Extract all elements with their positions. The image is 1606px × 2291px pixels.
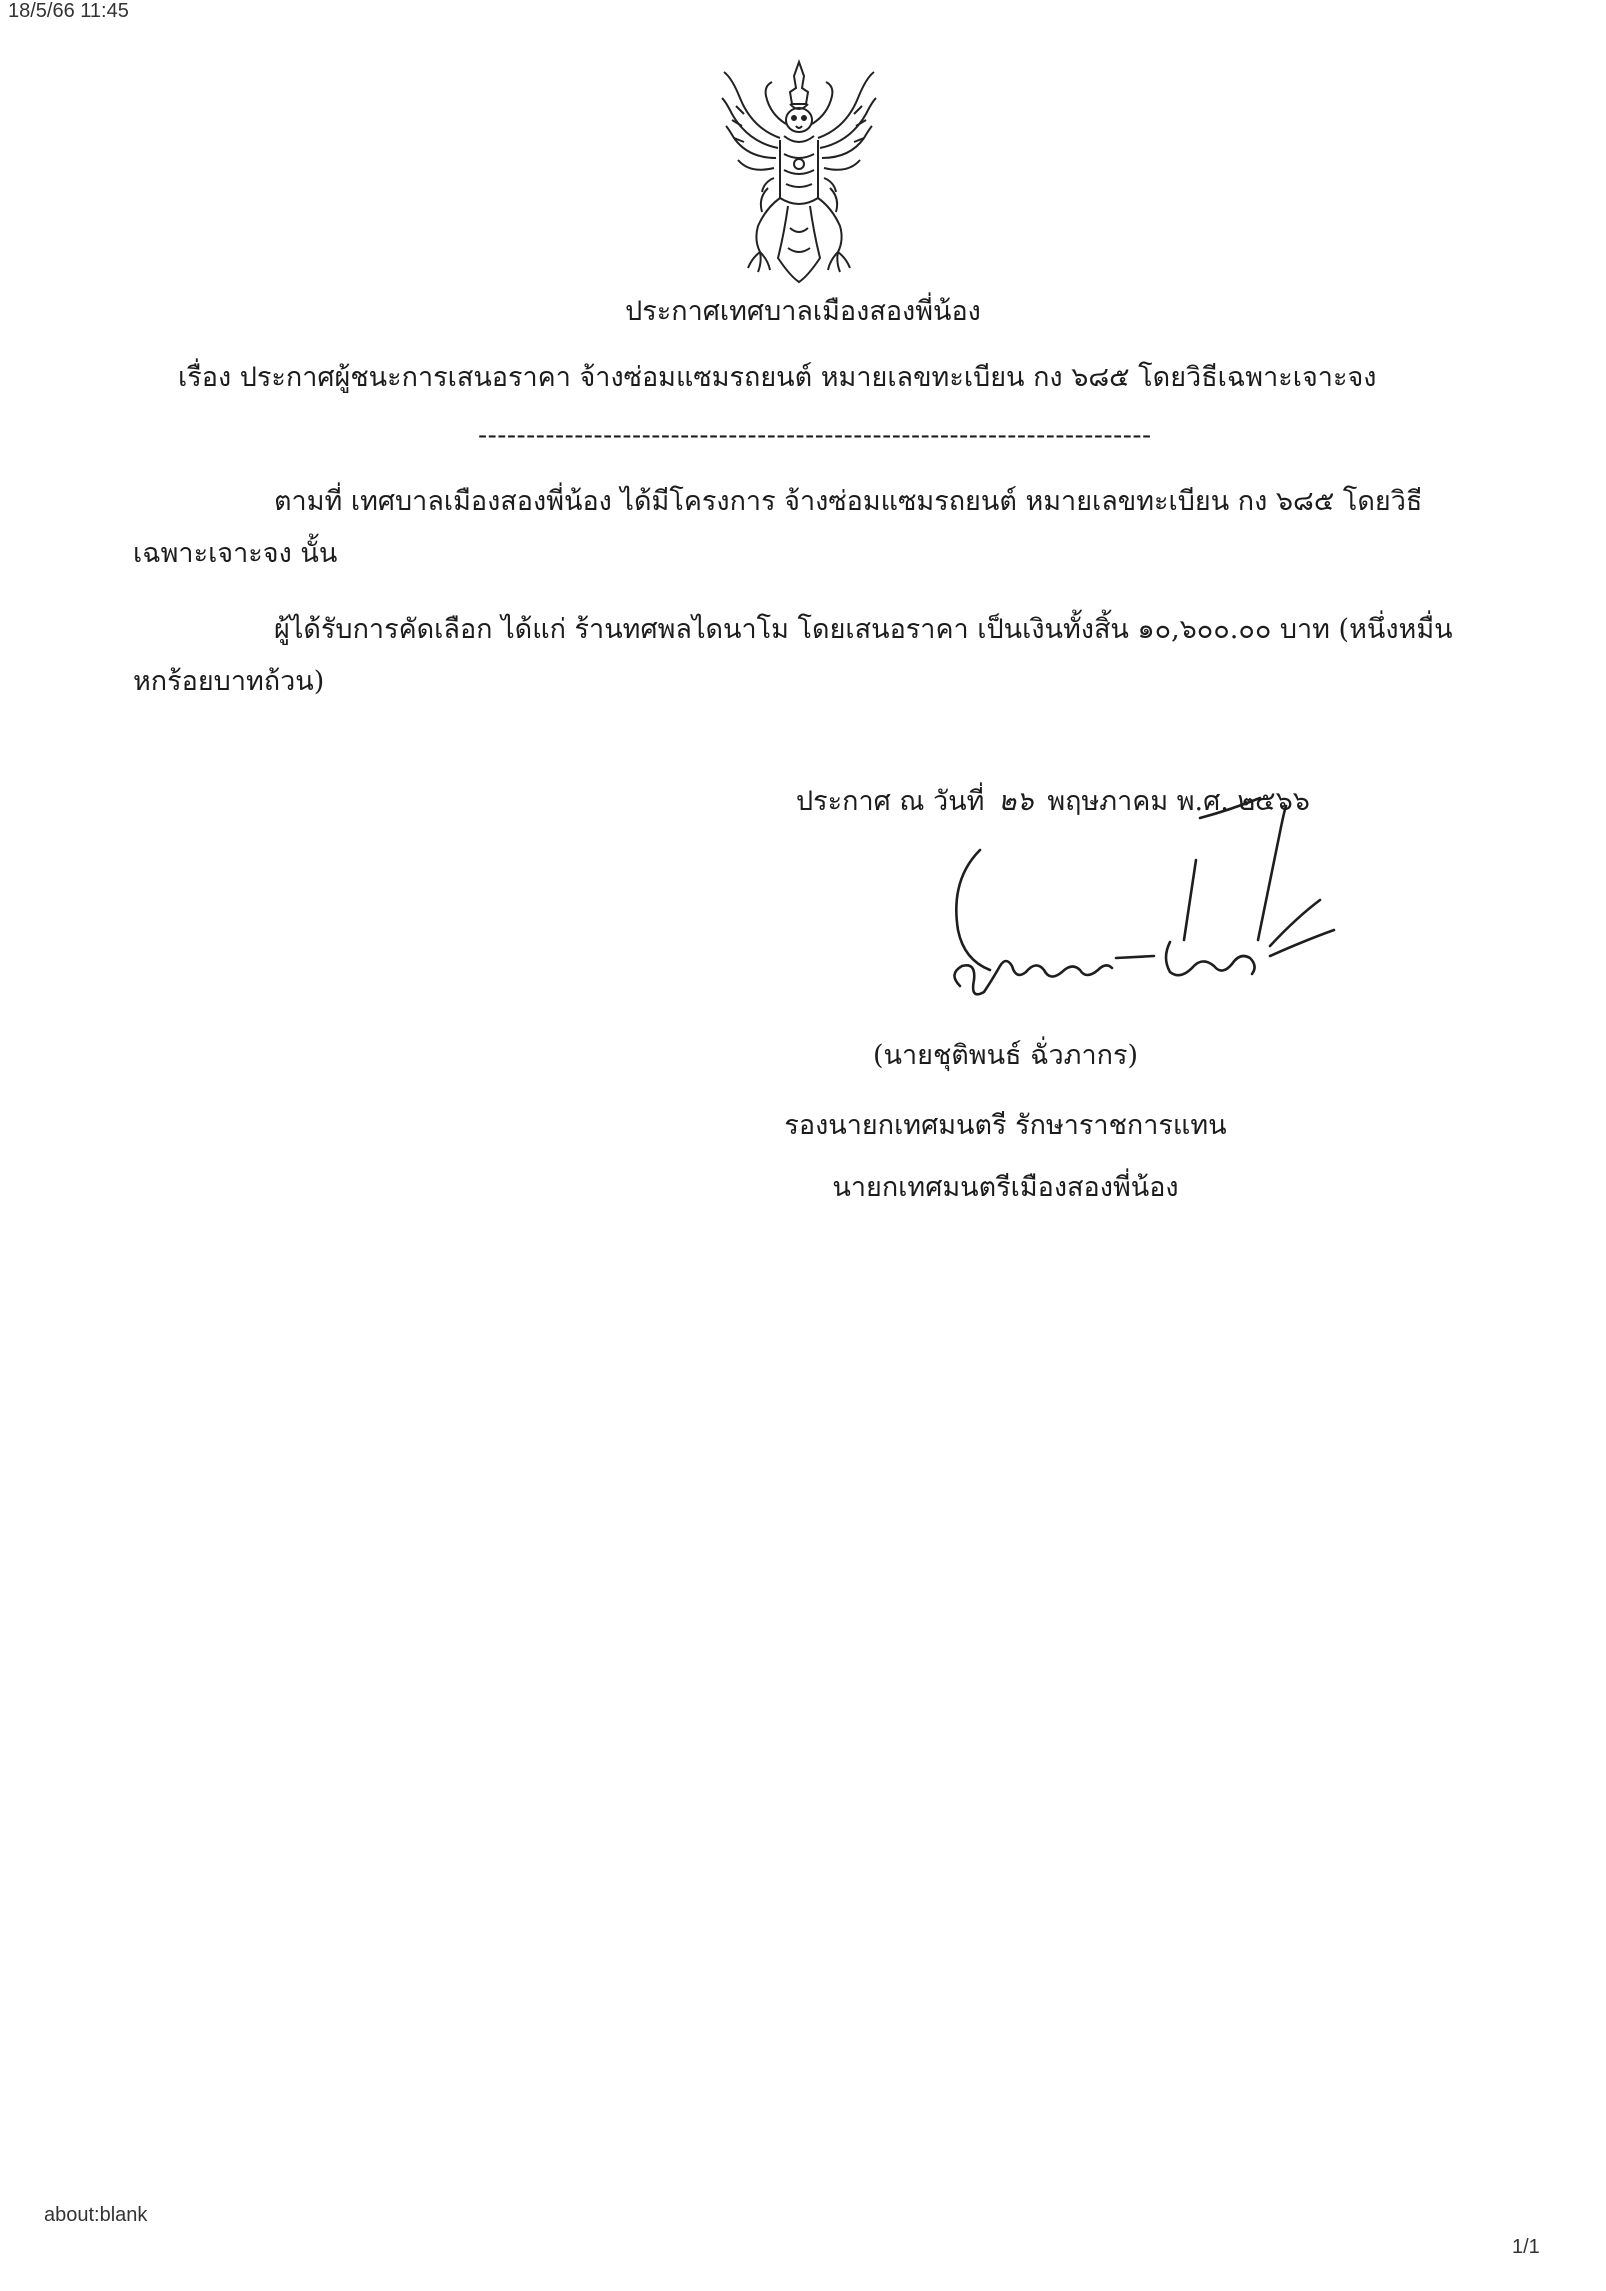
signer-position-line-1: รองนายกเทศมนตรี รักษาราชการแทน xyxy=(784,1110,1227,1141)
print-page-number: 1/1 xyxy=(1512,2236,1540,2258)
paragraph-2-line-2: หกร้อยบาทถ้วน) xyxy=(133,666,325,697)
paragraph-2-line-1: ผู้ได้รับการคัดเลือก ได้แก่ ร้านทศพลไดนาโม โดยเสนอราคา เป็นเงินทั้งสิ้น ๑๐,๖๐๐.๐๐ บาท (หนึ่งหมื่น xyxy=(274,614,1453,645)
date-month-year: พฤษภาคม พ.ศ. ๒๕๖๖ xyxy=(1047,786,1310,817)
print-url: about:blank xyxy=(44,2204,148,2226)
date-day: ๒๖ xyxy=(998,786,1034,817)
signer-position-line-2: นายกเทศมนตรีเมืองสองพี่น้อง xyxy=(832,1172,1179,1203)
paragraph-1-line-2: เฉพาะเจาะจง นั้น xyxy=(133,538,338,569)
signer-name: (นายชุติพนธ์ ฉั่วภากร) xyxy=(872,1040,1139,1071)
paragraph-1-line-1: ตามที่ เทศบาลเมืองสองพี่น้อง ได้มีโครงการ จ้างซ่อมแซมรถยนต์ หมายเลขทะเบียน กง ๖๘๕ โดยวิธี xyxy=(274,486,1423,517)
document-title: ประกาศเทศบาลเมืองสองพี่น้อง xyxy=(625,296,981,327)
document-subject: เรื่อง ประกาศผู้ชนะการเสนอราคา จ้างซ่อมแซมรถยนต์ หมายเลขทะเบียน กง ๖๘๕ โดยวิธีเฉพาะเจาะจง xyxy=(178,362,1377,393)
handwritten-signature xyxy=(940,790,1400,1030)
garuda-emblem-icon xyxy=(718,58,880,286)
date-prefix: ประกาศ ณ วันที่ xyxy=(796,786,985,817)
separator-line: ---------------------------------------------------------------------- xyxy=(478,420,1152,451)
print-datetime: 18/5/66 11:45 xyxy=(8,0,129,22)
